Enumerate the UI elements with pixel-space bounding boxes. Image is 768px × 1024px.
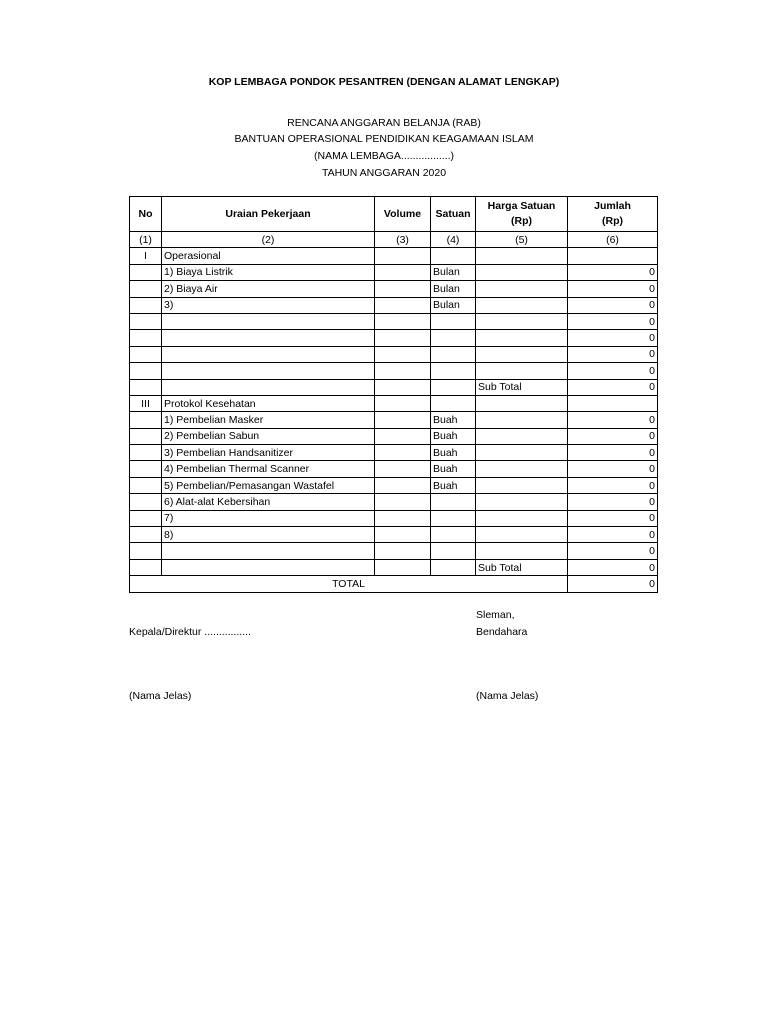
cell-satuan — [431, 559, 476, 575]
cell-no — [130, 313, 162, 329]
cell-uraian: 4) Pembelian Thermal Scanner — [162, 461, 375, 477]
cell-harga — [476, 461, 568, 477]
cell-volume — [375, 559, 431, 575]
cell-harga — [476, 412, 568, 428]
cell-satuan — [431, 346, 476, 362]
cell-harga — [476, 297, 568, 313]
cell-jumlah: 0 — [568, 297, 658, 313]
cell-no — [130, 264, 162, 280]
table-row — [130, 379, 658, 395]
total-label: TOTAL — [130, 576, 568, 592]
cell-uraian: 3) — [162, 297, 375, 313]
table-row — [130, 363, 658, 379]
cell-no — [130, 363, 162, 379]
table-row — [130, 264, 658, 280]
cell-harga — [476, 363, 568, 379]
cell-satuan — [431, 510, 476, 526]
cell-no — [130, 494, 162, 510]
cell-uraian: Protokol Kesehatan — [162, 395, 375, 411]
cell-satuan: Buah — [431, 477, 476, 493]
cell-uraian: 5) Pembelian/Pemasangan Wastafel — [162, 477, 375, 493]
cell-no — [130, 445, 162, 461]
table-row — [130, 445, 658, 461]
cell-satuan — [431, 527, 476, 543]
col-number: (3) — [375, 232, 431, 248]
cell-volume — [375, 264, 431, 280]
cell-satuan: Bulan — [431, 297, 476, 313]
table-row — [130, 494, 658, 510]
cell-jumlah — [568, 395, 658, 411]
cell-harga — [476, 264, 568, 280]
cell-satuan — [431, 248, 476, 264]
cell-jumlah: 0 — [568, 477, 658, 493]
cell-uraian: 2) Pembelian Sabun — [162, 428, 375, 444]
table-row — [130, 510, 658, 526]
cell-no — [130, 379, 162, 395]
header-jumlah-line2: (Rp) — [602, 215, 623, 227]
cell-harga — [476, 543, 568, 559]
cell-jumlah: 0 — [568, 559, 658, 575]
cell-satuan: Buah — [431, 428, 476, 444]
table-row — [130, 346, 658, 362]
cell-volume — [375, 494, 431, 510]
cell-volume — [375, 395, 431, 411]
table-row — [130, 281, 658, 297]
cell-satuan — [431, 313, 476, 329]
document-subtitle: BANTUAN OPERASIONAL PENDIDIKAN KEAGAMAAN ISLAM — [234, 133, 534, 145]
cell-satuan — [431, 395, 476, 411]
cell-uraian: 7) — [162, 510, 375, 526]
col-number: (4) — [431, 232, 476, 248]
cell-no — [130, 477, 162, 493]
cell-volume — [375, 461, 431, 477]
cell-uraian: 3) Pembelian Handsanitizer — [162, 445, 375, 461]
cell-volume — [375, 412, 431, 428]
cell-jumlah: 0 — [568, 461, 658, 477]
cell-volume — [375, 527, 431, 543]
cell-harga: Sub Total — [476, 559, 568, 575]
table-row — [130, 428, 658, 444]
cell-harga — [476, 346, 568, 362]
cell-uraian — [162, 330, 375, 346]
cell-satuan — [431, 379, 476, 395]
cell-volume — [375, 363, 431, 379]
cell-satuan — [431, 494, 476, 510]
header-uraian: Uraian Pekerjaan — [162, 197, 375, 232]
cell-harga — [476, 494, 568, 510]
col-number: (2) — [162, 232, 375, 248]
cell-jumlah: 0 — [568, 543, 658, 559]
cell-uraian: 1) Pembelian Masker — [162, 412, 375, 428]
table-row — [130, 412, 658, 428]
cell-no — [130, 461, 162, 477]
cell-harga — [476, 313, 568, 329]
cell-volume — [375, 297, 431, 313]
cell-uraian: 2) Biaya Air — [162, 281, 375, 297]
cell-uraian — [162, 543, 375, 559]
table-row — [130, 461, 658, 477]
cell-jumlah: 0 — [568, 281, 658, 297]
cell-harga: Sub Total — [476, 379, 568, 395]
cell-jumlah: 0 — [568, 527, 658, 543]
cell-uraian — [162, 346, 375, 362]
signature-right-title: Bendahara — [476, 626, 528, 638]
cell-volume — [375, 281, 431, 297]
cell-volume — [375, 379, 431, 395]
header-jumlah — [568, 197, 658, 232]
cell-volume — [375, 346, 431, 362]
cell-volume — [375, 510, 431, 526]
cell-harga — [476, 510, 568, 526]
cell-harga — [476, 445, 568, 461]
table-row — [130, 559, 658, 575]
cell-jumlah: 0 — [568, 379, 658, 395]
cell-uraian: Operasional — [162, 248, 375, 264]
cell-jumlah: 0 — [568, 494, 658, 510]
budget-table — [129, 196, 658, 593]
column-number-row — [130, 232, 658, 248]
cell-harga — [476, 477, 568, 493]
header-harga-line1: Harga Satuan — [487, 200, 556, 212]
cell-volume — [375, 428, 431, 444]
header-satuan: Satuan — [431, 197, 476, 232]
signature-left-title: Kepala/Direktur ................ — [129, 626, 251, 638]
cell-volume — [375, 543, 431, 559]
table-row — [130, 527, 658, 543]
signature-place: Sleman, — [476, 609, 515, 621]
cell-uraian: 8) — [162, 527, 375, 543]
table-row — [130, 477, 658, 493]
cell-volume — [375, 330, 431, 346]
cell-jumlah: 0 — [568, 363, 658, 379]
cell-uraian — [162, 363, 375, 379]
table-row — [130, 248, 658, 264]
cell-uraian — [162, 559, 375, 575]
cell-satuan: Buah — [431, 412, 476, 428]
cell-harga — [476, 428, 568, 444]
table-row — [130, 330, 658, 346]
letterhead: KOP LEMBAGA PONDOK PESANTREN (DENGAN ALAMAT LENGKAP) — [208, 76, 560, 88]
cell-harga — [476, 281, 568, 297]
table-header-row — [130, 197, 658, 232]
total-row — [130, 576, 658, 592]
cell-jumlah: 0 — [568, 346, 658, 362]
cell-no — [130, 527, 162, 543]
cell-volume — [375, 477, 431, 493]
cell-jumlah: 0 — [568, 412, 658, 428]
cell-volume — [375, 445, 431, 461]
cell-harga — [476, 527, 568, 543]
cell-jumlah: 0 — [568, 313, 658, 329]
cell-no — [130, 297, 162, 313]
signature-left-name: (Nama Jelas) — [129, 690, 192, 702]
cell-harga — [476, 395, 568, 411]
cell-no — [130, 543, 162, 559]
cell-volume — [375, 313, 431, 329]
cell-no: III — [130, 395, 162, 411]
cell-no — [130, 346, 162, 362]
document-title: RENCANA ANGGARAN BELANJA (RAB) — [287, 117, 481, 129]
cell-jumlah: 0 — [568, 264, 658, 280]
cell-no — [130, 281, 162, 297]
cell-harga — [476, 248, 568, 264]
cell-harga — [476, 330, 568, 346]
cell-jumlah: 0 — [568, 428, 658, 444]
col-number: (5) — [476, 232, 568, 248]
header-harga — [476, 197, 568, 232]
cell-no — [130, 559, 162, 575]
header-jumlah-line1: Jumlah — [594, 200, 631, 212]
cell-jumlah: 0 — [568, 445, 658, 461]
institution-name: (NAMA LEMBAGA.................) — [313, 150, 455, 162]
table-row — [130, 395, 658, 411]
cell-no — [130, 412, 162, 428]
cell-satuan: Buah — [431, 461, 476, 477]
signature-right-name: (Nama Jelas) — [476, 690, 539, 702]
cell-satuan: Bulan — [431, 264, 476, 280]
cell-no — [130, 428, 162, 444]
cell-uraian — [162, 313, 375, 329]
cell-no — [130, 510, 162, 526]
cell-satuan: Bulan — [431, 281, 476, 297]
cell-satuan: Buah — [431, 445, 476, 461]
cell-uraian: 6) Alat-alat Kebersihan — [162, 494, 375, 510]
col-number: (1) — [130, 232, 162, 248]
budget-year: TAHUN ANGGARAN 2020 — [321, 167, 447, 179]
table-row — [130, 297, 658, 313]
col-number: (6) — [568, 232, 658, 248]
header-volume: Volume — [375, 197, 431, 232]
cell-satuan — [431, 543, 476, 559]
cell-satuan — [431, 330, 476, 346]
cell-satuan — [431, 363, 476, 379]
total-value: 0 — [568, 576, 658, 592]
header-harga-line2: (Rp) — [511, 215, 532, 227]
cell-no — [130, 330, 162, 346]
cell-jumlah: 0 — [568, 510, 658, 526]
table-row — [130, 543, 658, 559]
table-row — [130, 313, 658, 329]
cell-jumlah — [568, 248, 658, 264]
cell-no: I — [130, 248, 162, 264]
cell-uraian: 1) Biaya Listrik — [162, 264, 375, 280]
cell-jumlah: 0 — [568, 330, 658, 346]
cell-uraian — [162, 379, 375, 395]
header-no: No — [130, 197, 162, 232]
cell-volume — [375, 248, 431, 264]
